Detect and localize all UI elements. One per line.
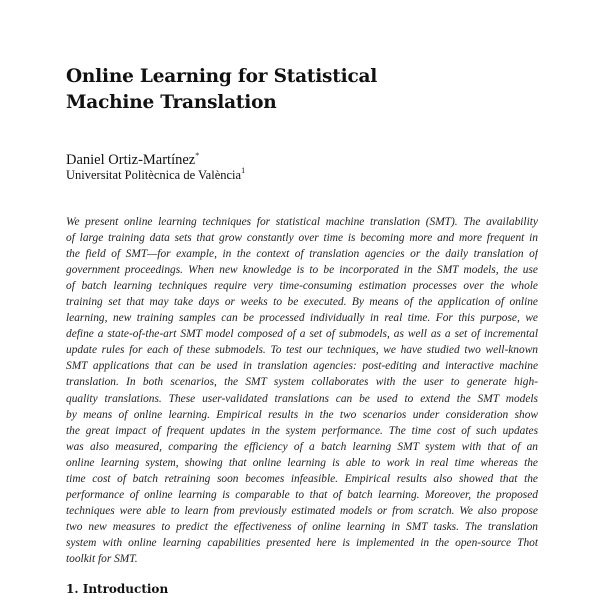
abstract-line: toolkit for SMT.	[66, 552, 138, 565]
abstract-line: the great impact of frequent updates in the system performance. The time cost of such updates	[66, 424, 538, 437]
author-affiliation	[66, 163, 245, 183]
abstract-line: define a state-of-the-art SMT model composed of a set of submodels, as well as a set of incremental	[66, 328, 538, 341]
abstract-line: We present online learning techniques for statistical machine translation (SMT). The availability	[66, 216, 538, 228]
title-line-2: Machine Translation	[66, 92, 277, 113]
section-heading-introduction: 1. Introduction	[66, 582, 169, 596]
abstract-line: of batch learning techniques require very time-consuming estimation processes over the whole	[66, 280, 538, 293]
abstract-line: update rules for each of these submodels. To test our techniques, we have studied two well-known	[66, 344, 538, 357]
abstract-line: by means of online learning. Empirical results in the two scenarios under consideration show	[66, 408, 538, 421]
abstract-line: online learning system, showing that online learning is able to work in real time whereas the	[66, 456, 538, 469]
paper-title	[66, 64, 486, 116]
abstract-line: time cost of batch retraining soon becomes infeasible. Empirical results also showed that the	[66, 472, 538, 485]
abstract-line: two new measures to predict the effectiveness of online learning in SMT tasks. The translation	[66, 520, 538, 533]
affiliation-footnote-mark: 1	[241, 166, 246, 175]
author-name-text: Daniel Ortiz-Martínez	[66, 152, 196, 168]
abstract-line: translation. In both scenarios, the SMT system collaborates with the user to generate high-	[66, 376, 538, 389]
abstract-line: was also measured, comparing the efficiency of a batch learning SMT system with that of an	[66, 440, 538, 453]
abstract-line: learning, new training samples can be processed individually in real time. For this purpose, we	[66, 312, 538, 325]
abstract-line: SMT applications that can be used in translation agencies: post-editing and interactive machine	[66, 360, 538, 373]
title-line-1: Online Learning for Statistical	[66, 66, 378, 87]
abstract-line: the field of SMT—for example, in the context of translation agencies or the daily translation of	[66, 248, 538, 261]
abstract-line: quality translations. These user-validated translations can be used to extend the SMT models	[66, 392, 538, 405]
abstract-line: performance of online learning is comparable to that of batch learning. Moreover, the proposed	[66, 488, 538, 501]
author-footnote-mark: *	[195, 151, 200, 160]
abstract	[66, 214, 538, 567]
abstract-line: government proceedings. When new knowledge is to be incorporated in the SMT models, the use	[66, 264, 538, 277]
affiliation-text: Universitat Politècnica de València	[66, 168, 242, 182]
abstract-line: of large training data sets that grow constantly over time is becoming more and more frequent in	[66, 232, 538, 245]
abstract-line: training set that may take days or weeks to be executed. By means of the application of online	[66, 296, 538, 309]
abstract-line: techniques were able to learn from previously estimated models or from scratch. We also propose	[66, 504, 538, 517]
abstract-line: system with online learning capabilities presented here is implemented in the open-source Thot	[66, 536, 538, 549]
